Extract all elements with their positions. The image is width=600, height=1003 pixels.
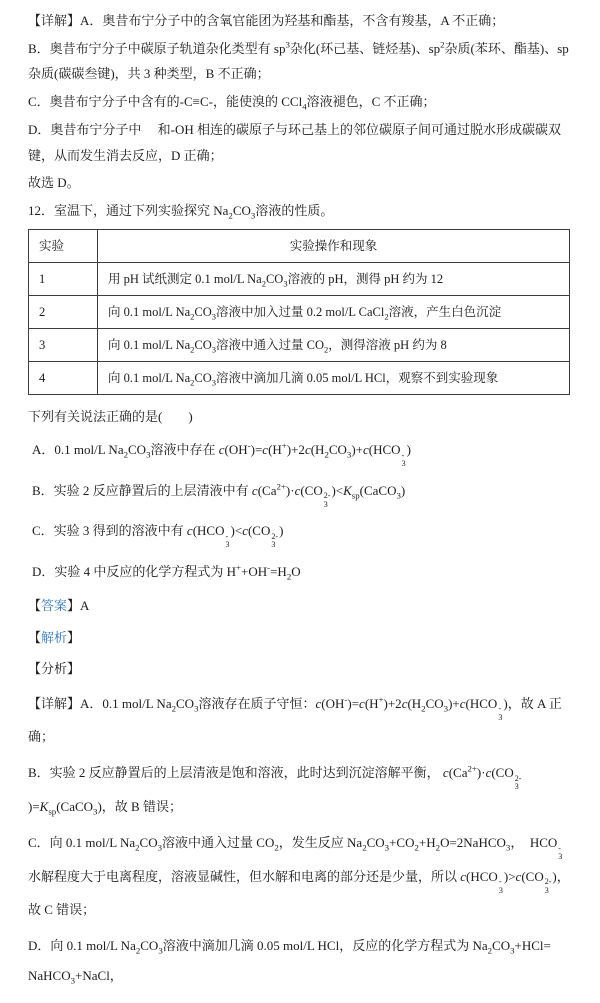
question-12: [28, 199, 570, 584]
detail-paragraph-a: 【详解】A．0.1 mol/L $Na_2CO_3$溶液存在质子守恒：$c(OH^-)=c(H^+)+2c(H_2CO_3)+c(HCO$ - 3 )，故 A 正确；: [28, 694, 562, 745]
experiment-number: 2: [29, 296, 98, 329]
detail-paragraph-b: B．实验 2 反应静置后的上层清液是饱和溶液，此时达到沉淀溶解平衡， $c(Ca^{2+})\cdot c(CO$ 2- 3 )$=K_{sp}(CaCO_3)$，故 B 错误；: [28, 764, 522, 817]
explanation-block-q12: [28, 689, 570, 990]
analysis-label: 解析: [41, 629, 68, 645]
detail-paragraph-d: D．奥昔布宁分子中 和-OH 相连的碳原子与环己基上的邻位碳原子间可通过脱水形成碳碳双键，从而发生消去反应，D 正确；: [28, 121, 561, 163]
detail-paragraph-b: B．奥昔布宁分子中碳原子轨道杂化类型有 $sp^3$杂化(环己基、链烃基)、$sp^2$杂质(苯环、酯基)、sp 杂质(碳碳叁键)，共 3 种类型，B 不正确；: [28, 39, 569, 82]
answer-value: A: [80, 598, 90, 614]
option-c: C．实验 3 得到的溶液中有 c(HCO - 3 )<c(CO 2- 3 ): [32, 523, 284, 550]
experiment-description: 向 0.1 mol/L $Na_2CO_3$溶液中加入过量 0.2 mol/L CaCl$_2$溶液，产生白色沉淀: [98, 296, 570, 329]
bracket-close: 】: [67, 629, 81, 645]
analysis-line: [28, 626, 570, 649]
explanation-block-q11: [28, 8, 570, 196]
table-row: [29, 362, 570, 395]
bracket-close: 】: [67, 598, 81, 614]
experiment-table: [28, 229, 570, 396]
table-header-operation: 实验操作和现象: [98, 229, 570, 262]
option-a: A．0.1 mol/L $Na_2CO_3$溶液中存在 $c(OH^-)=c(H^+)+2c(H_2CO_3)+c(HCO$ - 3 ): [32, 440, 411, 469]
detail-paragraph-c: C．奥昔布宁分子中含有的-C≡C-，能使溴的 CCl$_4$溶液褪色，C 不正确；: [28, 94, 436, 112]
bracket-open: 【: [28, 598, 42, 614]
question-12-intro: 12．室温下，通过下列实验探究 $Na_2CO_3$溶液的性质。: [28, 203, 334, 221]
question-stem: 下列有关说法正确的是( ): [28, 409, 193, 425]
option-b: B．实验 2 反应静置后的上层清液中有 $c(Ca^{2+})\cdot c(CO$ 2- 3 )$<K_{sp}(CaCO_3)$: [32, 481, 406, 509]
experiment-number: 3: [29, 329, 98, 362]
chosen-answer-line: 故选 D。: [28, 175, 80, 191]
detail-paragraph-c: C．向 0.1 mol/L $Na_2CO_3$溶液中通入过量 $CO_2$，发生反应 $Na_2CO_3+CO_2+H_2O=2NaHCO_3$， HCO - 3 水解程度大于电离程度，溶液显碱性，但水解和电离的部分还是少量，所以 c(HCO - 3 )>c(CO 2- 3 )，故 C 错误；: [28, 835, 570, 918]
table-header-experiment: 实验: [29, 229, 98, 262]
option-d: D．实验 4 中反应的化学方程式为 $H^++OH^-=H_2O$: [32, 562, 301, 582]
experiment-description: 向 0.1 mol/L $Na_2CO_3$溶液中滴加几滴 0.05 mol/L HCl，观察不到实验现象: [98, 362, 570, 395]
answer-line: [28, 594, 570, 617]
experiment-description: 用 pH 试纸测定 0.1 mol/L $Na_2CO_3$溶液的 pH，测得 pH 约为 12: [98, 262, 570, 295]
table-row: [29, 262, 570, 295]
experiment-number: 4: [29, 362, 98, 395]
answer-label: 答案: [41, 598, 68, 614]
table-row: [29, 329, 570, 362]
detail-paragraph-d: D．向 0.1 mol/L $Na_2CO_3$溶液中滴加几滴 0.05 mol/L HCl，反应的化学方程式为 $Na_2CO_3+HCl=$ NaHCO$_3$+NaCl，: [28, 938, 551, 986]
bracket-open: 【: [28, 629, 42, 645]
table-row: [29, 296, 570, 329]
experiment-description: 向 0.1 mol/L $Na_2CO_3$溶液中通入过量 $CO_2$，测得溶液 pH 约为 8: [98, 329, 570, 362]
experiment-number: 1: [29, 262, 98, 295]
fenxi-line: 【分析】: [28, 661, 81, 677]
detail-paragraph-a: 【详解】A．奥昔布宁分子中的含氧官能团为羟基和酯基，不含有羧基，A 不正确；: [28, 13, 505, 28]
table-header-row: [29, 229, 570, 262]
